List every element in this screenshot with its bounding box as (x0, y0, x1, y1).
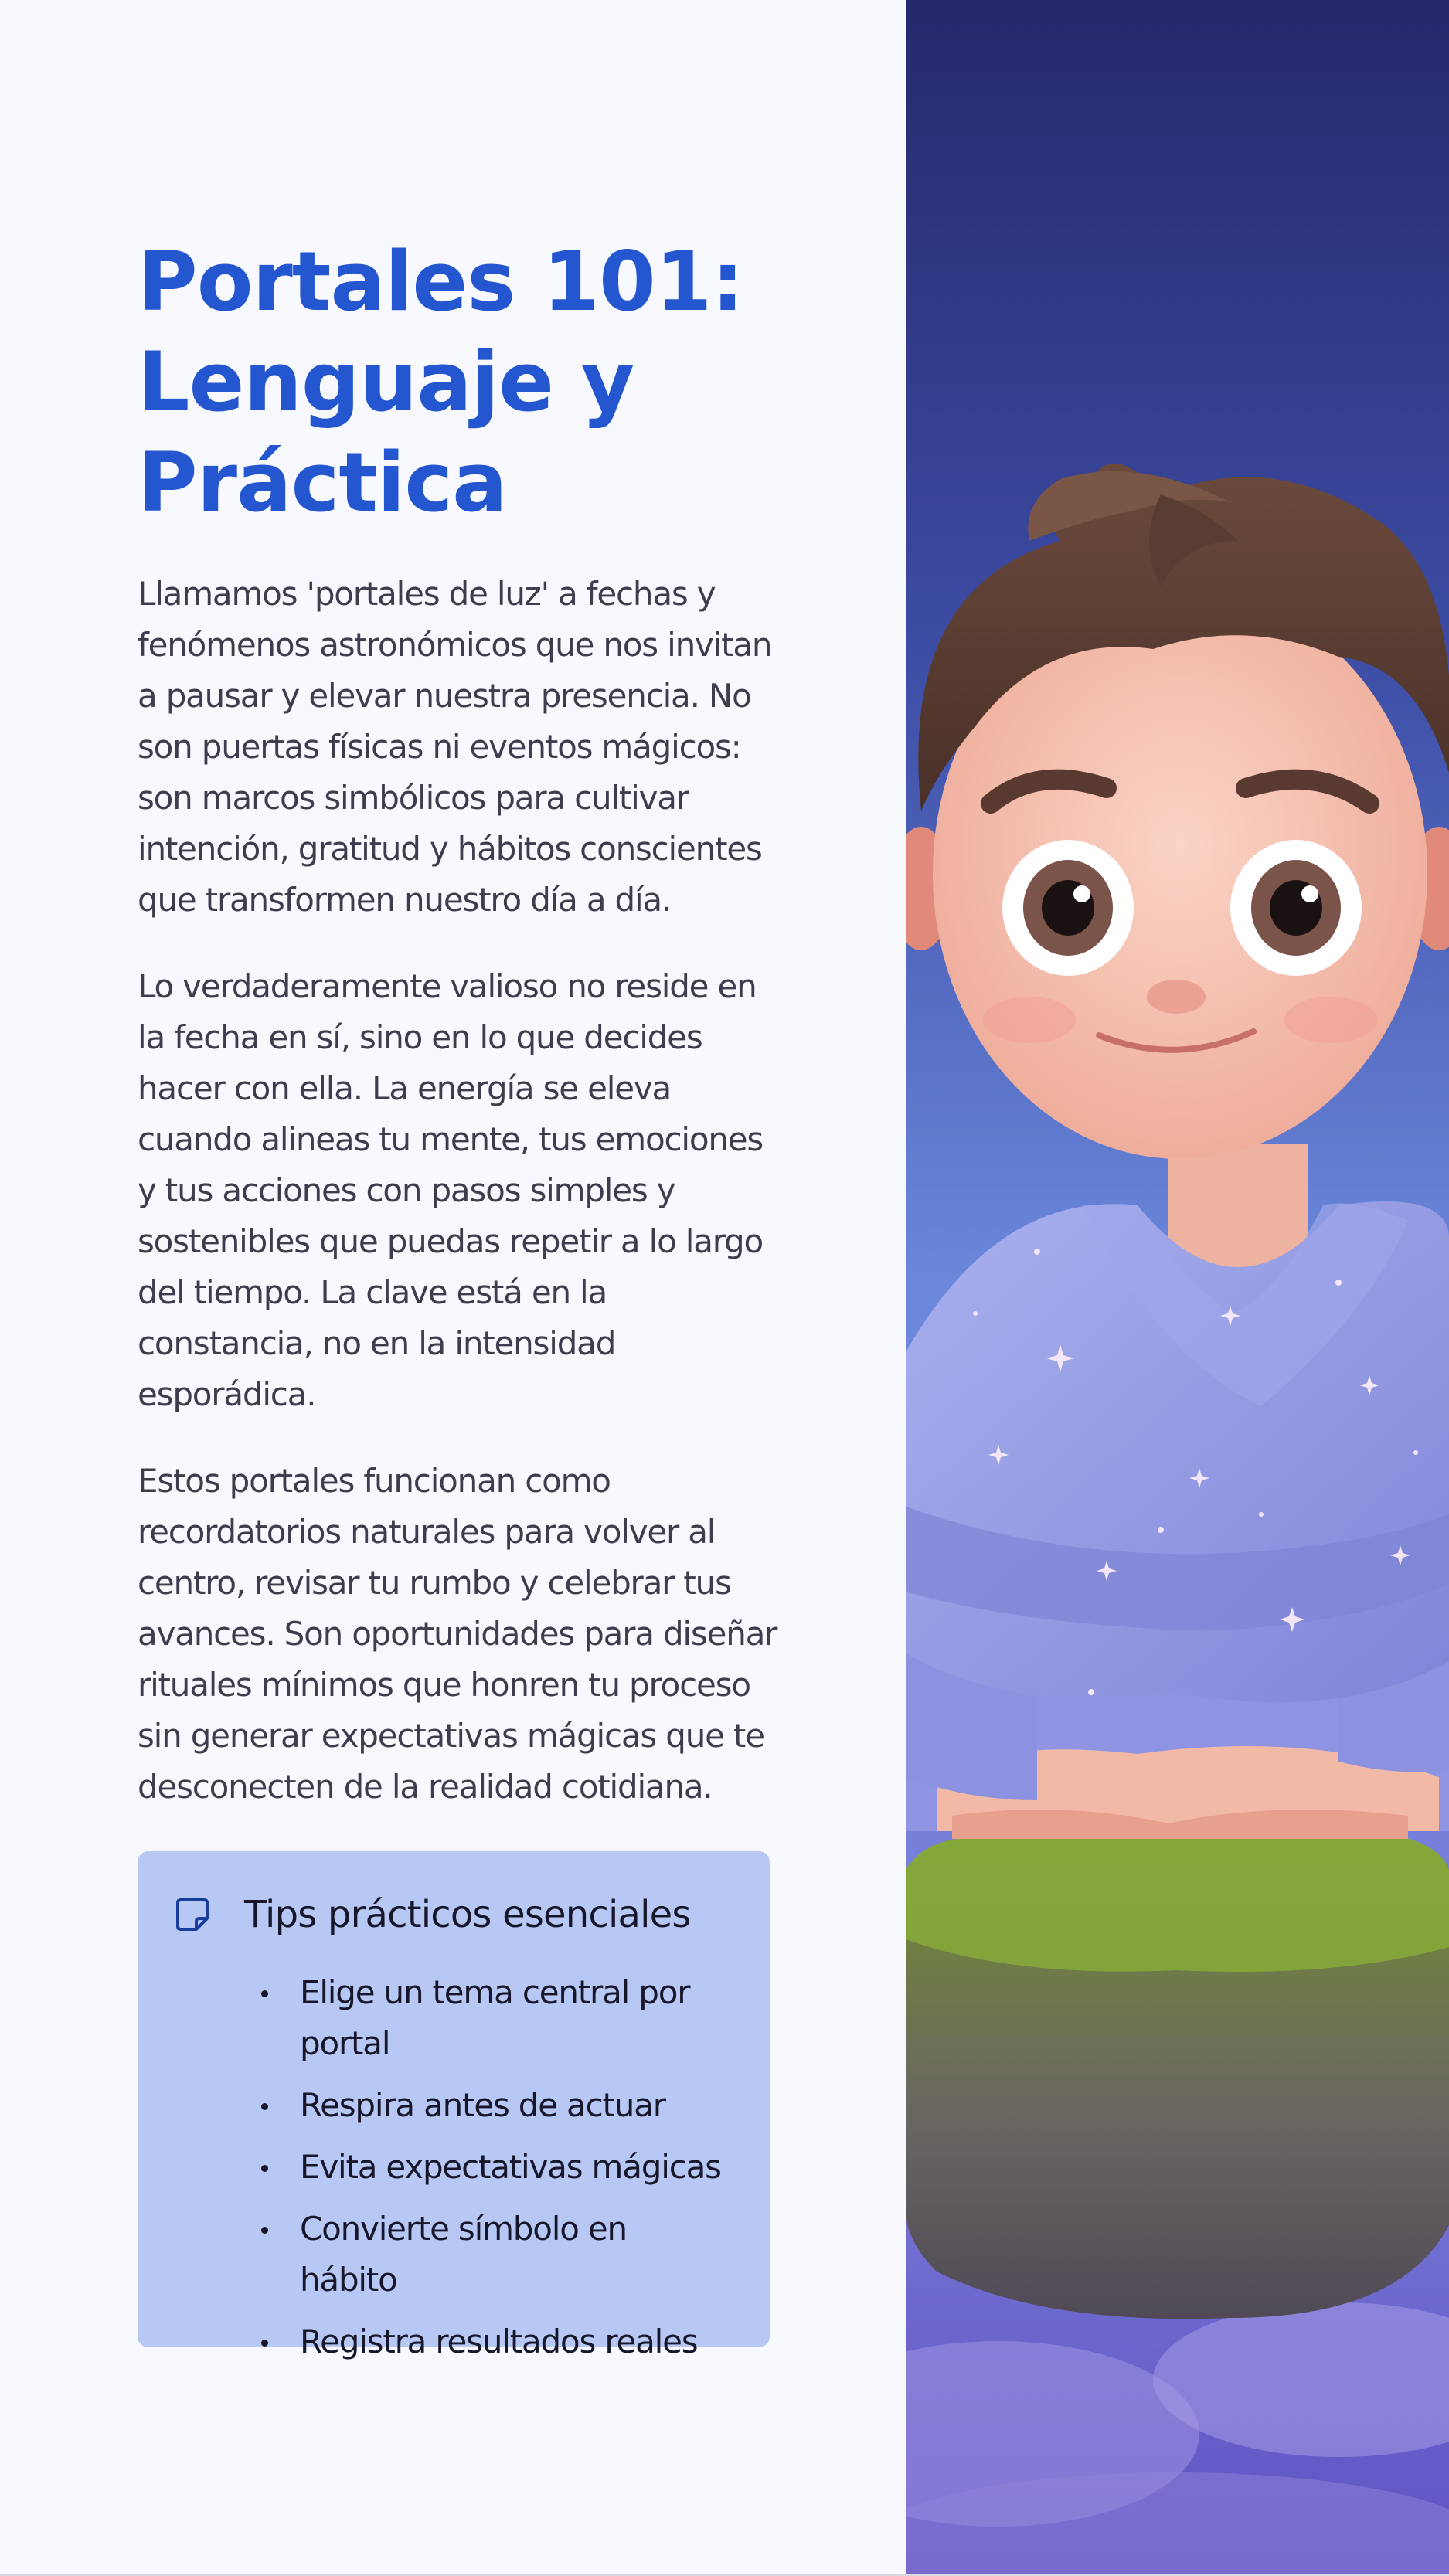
paragraph-intro: Llamamos 'portales de luz' a fechas y fenómenos astronómicos que nos invitan a pausar y elevar nuestra presencia. No son puertas físicas ni eventos mágicos: son marcos simbólicos para cultivar intención, gratitud y hábitos conscientes que transformen nuestro día a día. (138, 575, 772, 919)
page-title: Portales 101: Lenguaje y Práctica (138, 234, 743, 530)
tip-item: Convierte símbolo en hábito (300, 2204, 733, 2306)
tips-title: Tips prácticos esenciales (244, 1893, 691, 1936)
tips-list (300, 1967, 733, 2378)
tips-header (173, 1893, 691, 1936)
tip-item: Evita expectativas mágicas (300, 2142, 733, 2193)
illustration-scene (906, 0, 1449, 2576)
article-body (138, 569, 779, 1848)
tip-item: Respira antes de actuar (300, 2080, 733, 2131)
meditating-boy-illustration (906, 0, 1449, 2576)
paragraph-value: Lo verdaderamente valioso no reside en la fecha en sí, sino en lo que decides hacer con ella. La energía se eleva cuando alineas tu mente, tus emociones y tus acciones con pasos simples y sostenibles que puedas repetir a lo largo del tiempo. La clave está en la constancia, no en la intensidad esporádica. (138, 967, 764, 1413)
tip-item: Elige un tema central por portal (300, 1967, 733, 2069)
tips-callout (138, 1851, 770, 2360)
sticky-note-icon (173, 1895, 212, 1934)
paragraph-reminders: Estos portales funcionan como recordatorios naturales para volver al centro, revisar tu rumbo y celebrar tus avances. Son oportunidades para diseñar rituales mínimos que honren tu proceso sin generar expectativas mágicas que te desconecten de la realidad cotidiana. (138, 1462, 777, 1806)
tip-item: Registra resultados reales (300, 2316, 733, 2367)
